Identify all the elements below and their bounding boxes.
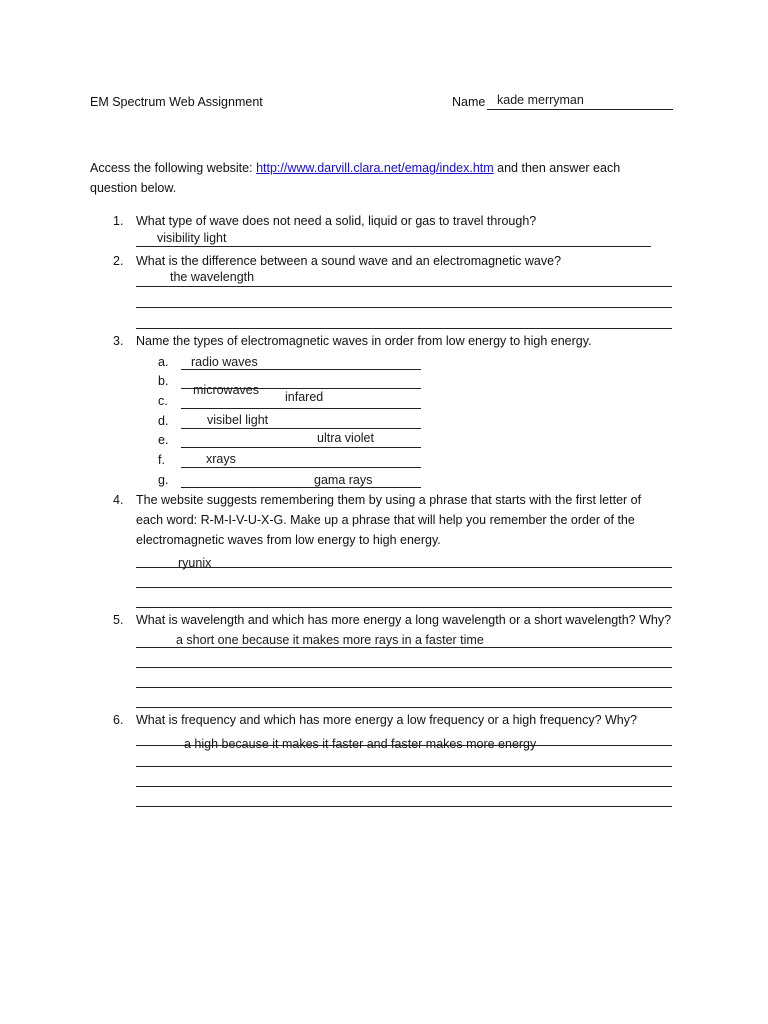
question-4-answer-line: [136, 587, 672, 588]
question-2-text: What is the difference between a sound wave and an electromagnetic wave?: [136, 254, 562, 268]
question-3-number: 3.: [113, 334, 124, 348]
list-answer-f: xrays: [206, 452, 236, 466]
list-answer-d: visibel light: [207, 413, 269, 427]
question-6-answer: a high because it makes it faster and faster makes more energy: [184, 737, 537, 751]
list-letter-d: d.: [158, 414, 169, 428]
question-1-answer-line: [136, 246, 651, 247]
list-letter-f: f.: [158, 453, 165, 467]
question-2-number: 2.: [113, 254, 124, 268]
question-2-answer-line: [136, 307, 672, 308]
question-4-text-line-1: The website suggests remembering them by using a phrase that starts with the first letter of: [136, 493, 642, 507]
list-letter-g: g.: [158, 473, 169, 487]
question-4-text-line-2: each word: R-M-I-V-U-X-G. Make up a phrase that will help you remember the order of the: [136, 513, 635, 527]
name-value: kade merryman: [497, 93, 584, 107]
list-answer-e: ultra violet: [317, 431, 374, 445]
list-answer-b: microwaves: [193, 383, 259, 397]
question-4-answer-line: [136, 607, 672, 608]
name-label: Name: [452, 95, 486, 109]
list-line-g: [181, 487, 421, 488]
list-line-f: [181, 467, 421, 468]
question-6-answer-line: [136, 766, 672, 767]
list-answer-g: gama rays: [314, 473, 373, 487]
question-6-answer-line: [136, 786, 672, 787]
list-line-e: [181, 447, 421, 448]
question-5-number: 5.: [113, 613, 124, 627]
list-answer-a: radio waves: [191, 355, 258, 369]
question-6-answer-line: [136, 806, 672, 807]
question-5-answer-line: [136, 667, 672, 668]
question-1-answer: visibility light: [157, 231, 227, 245]
question-5-answer-line: [136, 687, 672, 688]
question-5-text: What is wavelength and which has more energy a long wavelength or a short wavelength? Why?: [136, 613, 672, 627]
question-1-text: What type of wave does not need a solid, liquid or gas to travel through?: [136, 214, 537, 228]
list-letter-c: c.: [158, 394, 168, 408]
question-4-text-line-3: electromagnetic waves from low energy to high energy.: [136, 533, 441, 547]
assignment-title: EM Spectrum Web Assignment: [90, 95, 263, 109]
intro-line-2: question below.: [90, 181, 177, 195]
intro-prefix: Access the following website:: [90, 161, 257, 175]
question-5-answer-line: [136, 707, 672, 708]
website-link[interactable]: http://www.darvill.clara.net/emag/index.htm: [256, 161, 494, 175]
intro-line-1: [90, 161, 620, 176]
list-answer-c: infared: [285, 390, 324, 404]
question-6-text: What is frequency and which has more energy a low frequency or a high frequency? Why?: [136, 713, 637, 727]
question-4-answer-line: [136, 567, 672, 568]
question-3-text: Name the types of electromagnetic waves in order from low energy to high energy.: [136, 334, 592, 348]
name-line: [487, 109, 673, 110]
question-5-answer: a short one because it makes more rays in a faster time: [176, 633, 484, 647]
question-4-answer: ryunix: [178, 556, 212, 570]
intro-suffix: and then answer each: [493, 161, 621, 175]
list-line-c: [181, 408, 421, 409]
question-4-number: 4.: [113, 493, 124, 507]
list-letter-b: b.: [158, 374, 169, 388]
question-2-answer: the wavelength: [170, 270, 255, 284]
list-letter-e: e.: [158, 433, 169, 447]
question-6-number: 6.: [113, 713, 124, 727]
question-2-answer-line: [136, 328, 672, 329]
question-2-answer-line: [136, 286, 672, 287]
list-line-d: [181, 428, 421, 429]
question-1-number: 1.: [113, 214, 124, 228]
list-letter-a: a.: [158, 355, 169, 369]
